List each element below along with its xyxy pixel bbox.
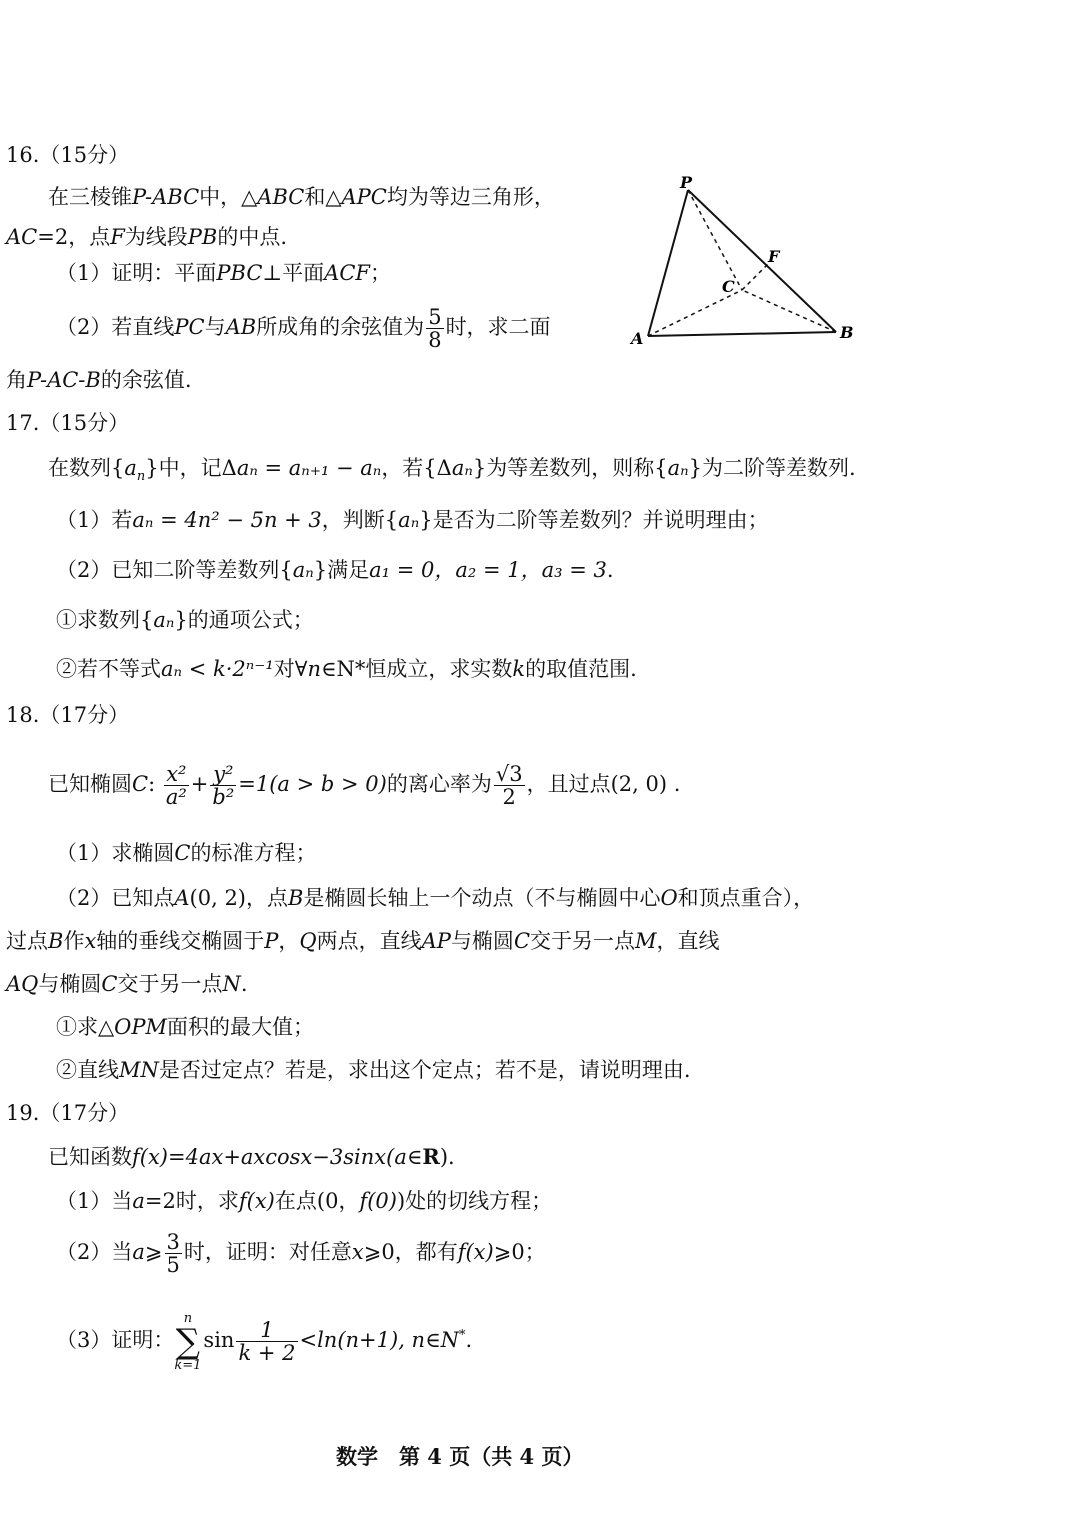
q17-sub1: ①求数列{aₙ}的通项公式； <box>56 608 314 632</box>
q16-part2: （2）若直线PC与AB所成角的余弦值为 $\frac{5}{8}$ 时，求二面 <box>56 305 551 353</box>
q16-part2-cont: 角P-AC-B的余弦值. <box>6 368 192 392</box>
q19-part1: （1）当a=2时，求f(x)在点(0，f(0))处的切线方程； <box>56 1189 553 1213</box>
fraction-5-8: $\frac{5}{8}$ <box>428 305 442 353</box>
edge-AB <box>648 332 836 336</box>
q16-header: 16.（15分） <box>6 143 130 167</box>
segment-CF <box>742 264 768 290</box>
q19-stem: 已知函数f(x)=4ax+axcosx−3sinx(a∈R). <box>48 1144 455 1169</box>
q18-stem: 已知椭圆C: $\frac{\text{x²}}{\text{a²}}$ + $\frac{\text{y²}}{\text{b²}}$ =1(a > b > 0)的离心率为 $\frac{√3}{2}$ ，且过点(2, 0) . <box>48 761 681 809</box>
q16-stem-line2: AC=2，点F为线段PB的中点. <box>6 225 288 249</box>
q17-part2: （2）已知二阶等差数列{aₙ}满足a₁ = 0，a₂ = 1，a₃ = 3. <box>56 558 614 582</box>
summation-symbol: n ∑ k=1 <box>174 1310 202 1373</box>
q19-part2: （2）当a⩾ $\frac{3}{5}$ 时，证明：对任意x⩾0，都有f(x)⩾0； <box>56 1229 546 1277</box>
edge-PA <box>648 190 688 336</box>
fraction-3-5: $\frac{3}{5}$ <box>166 1229 180 1277</box>
q18-part2: （2）已知点A(0, 2)，点B是椭圆长轴上一个动点（不与椭圆中心O和顶点重合）， <box>56 886 815 910</box>
q17-stem: 在数列$\{a_n\}$中，记Δaₙ = aₙ₊₁ − aₙ，若{Δaₙ}为等差数列，则称{aₙ}为二阶等差数列. <box>48 456 856 485</box>
q16-stem: 在三棱锥P-ABC中，△ABC和△APC均为等边三角形， <box>48 185 555 209</box>
q17-part1: （1）若aₙ = 4n² − 5n + 3，判断{aₙ}是否为二阶等差数列？并说明理由； <box>56 508 769 532</box>
q18-part1: （1）求椭圆C的标准方程； <box>56 841 317 865</box>
q18-part2-line3: AQ与椭圆C交于另一点N. <box>6 972 248 996</box>
q18-sub1: ①求△OPM面积的最大值； <box>56 1015 315 1039</box>
q19-header: 19.（17分） <box>6 1101 130 1125</box>
fraction-sqrt3-2: $\frac{√3}{2}$ <box>495 761 523 809</box>
fraction-y2-b2: $\frac{\text{y²}}{\text{b²}}$ <box>212 761 235 809</box>
label-P: P <box>680 173 693 192</box>
label-B: B <box>840 323 854 342</box>
fraction-x2-a2: $\frac{\text{x²}}{\text{a²}}$ <box>165 761 187 809</box>
tetrahedron-figure <box>626 172 866 352</box>
edge-PC <box>688 190 742 290</box>
label-A: A <box>631 329 644 348</box>
label-F: F <box>768 247 780 266</box>
q19-part3: （3）证明： n ∑ k=1 sin $\frac{1}{k + 2}$ <ln(n+1), n∈N*. <box>56 1310 473 1373</box>
q18-sub2: ②直线MN是否过定点？若是，求出这个定点；若不是，请说明理由. <box>56 1058 691 1082</box>
q17-sub2: ②若不等式aₙ < k·2ⁿ⁻¹对∀n∈N*恒成立，求实数k的取值范围. <box>56 657 637 681</box>
edge-BC <box>742 290 836 332</box>
edge-PB <box>688 190 836 332</box>
q16-part1: （1）证明：平面PBC⊥平面ACF； <box>56 261 391 285</box>
fraction-1-k2: $\frac{1}{k + 2}$ <box>238 1317 296 1365</box>
page-footer: 数学 第 4 页（共 4 页） <box>336 1444 584 1469</box>
q18-header: 18.（17分） <box>6 703 130 727</box>
edge-AC <box>648 290 742 336</box>
label-C: C <box>722 277 735 296</box>
q18-part2-line2: 过点B作x轴的垂线交椭圆于P，Q两点，直线AP与椭圆C交于另一点M，直线 <box>6 929 720 953</box>
q17-header: 17.（15分） <box>6 411 130 435</box>
